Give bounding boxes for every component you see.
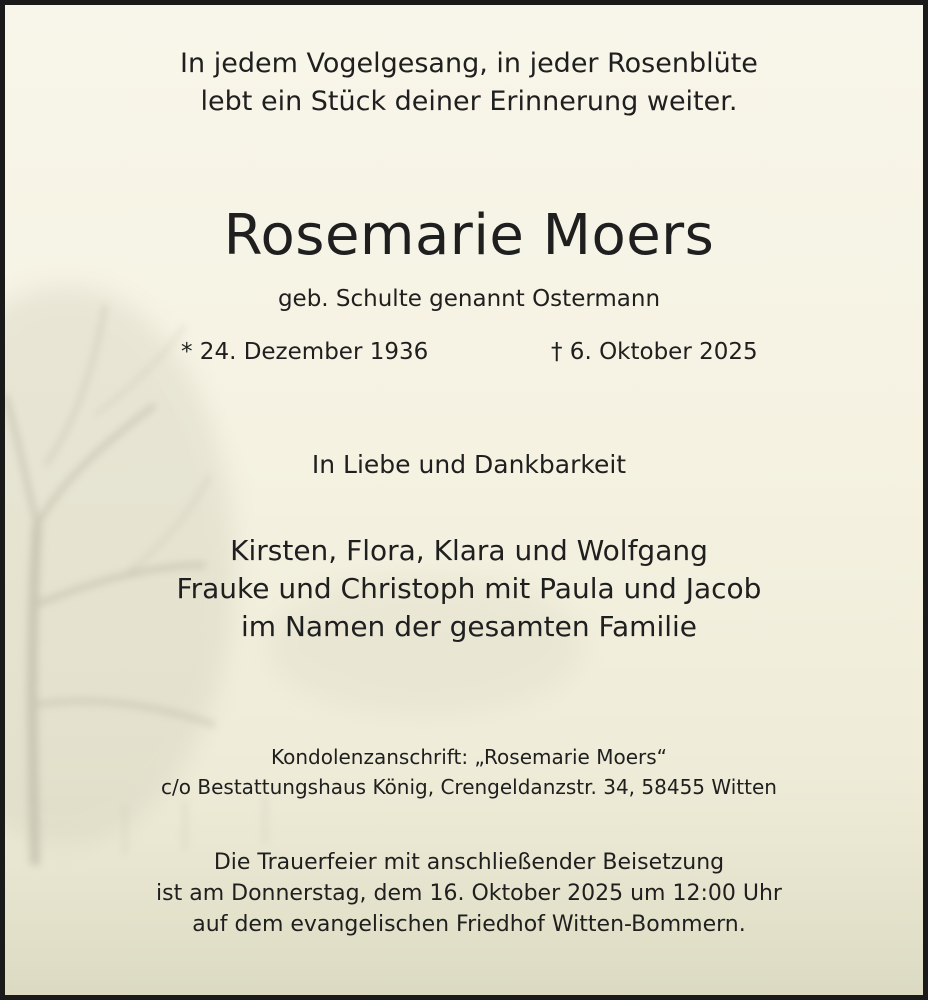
- deceased-name: Rosemarie Moers: [223, 203, 715, 268]
- verse-line: In jedem Vogelgesang, in jeder Rosenblüte: [180, 48, 758, 79]
- funeral-service-info: [5, 847, 928, 940]
- service-line: Die Trauerfeier mit anschließender Beisetzung: [213, 850, 725, 875]
- death-date: † 6. Oktober 2025: [551, 339, 758, 365]
- verse-line: lebt ein Stück deiner Erinnerung weiter.: [200, 86, 738, 117]
- condolence-line: Kondolenzanschrift: „Rosemarie Moers“: [270, 745, 667, 769]
- memorial-verse: [5, 45, 928, 121]
- condolence-address: [5, 742, 928, 802]
- condolence-line: c/o Bestattungshaus König, Crengeldanzstr. 34, 58455 Witten: [161, 775, 777, 799]
- mourners-line: Kirsten, Flora, Klara und Wolfgang: [230, 534, 708, 567]
- birth-name: geb. Schulte genannt Ostermann: [277, 286, 661, 312]
- mourners-line: im Namen der gesamten Familie: [240, 610, 698, 643]
- closing-phrase: In Liebe und Dankbarkeit: [311, 450, 627, 479]
- mourners-line: Frauke und Christoph mit Paula und Jacob: [176, 572, 762, 605]
- service-line: ist am Donnerstag, dem 16. Oktober 2025 um 12:00 Uhr: [156, 881, 782, 906]
- service-line: auf dem evangelischen Friedhof Witten-Bommern.: [192, 912, 746, 937]
- mourners-list: [5, 532, 928, 646]
- birth-date: * 24. Dezember 1936: [181, 339, 429, 365]
